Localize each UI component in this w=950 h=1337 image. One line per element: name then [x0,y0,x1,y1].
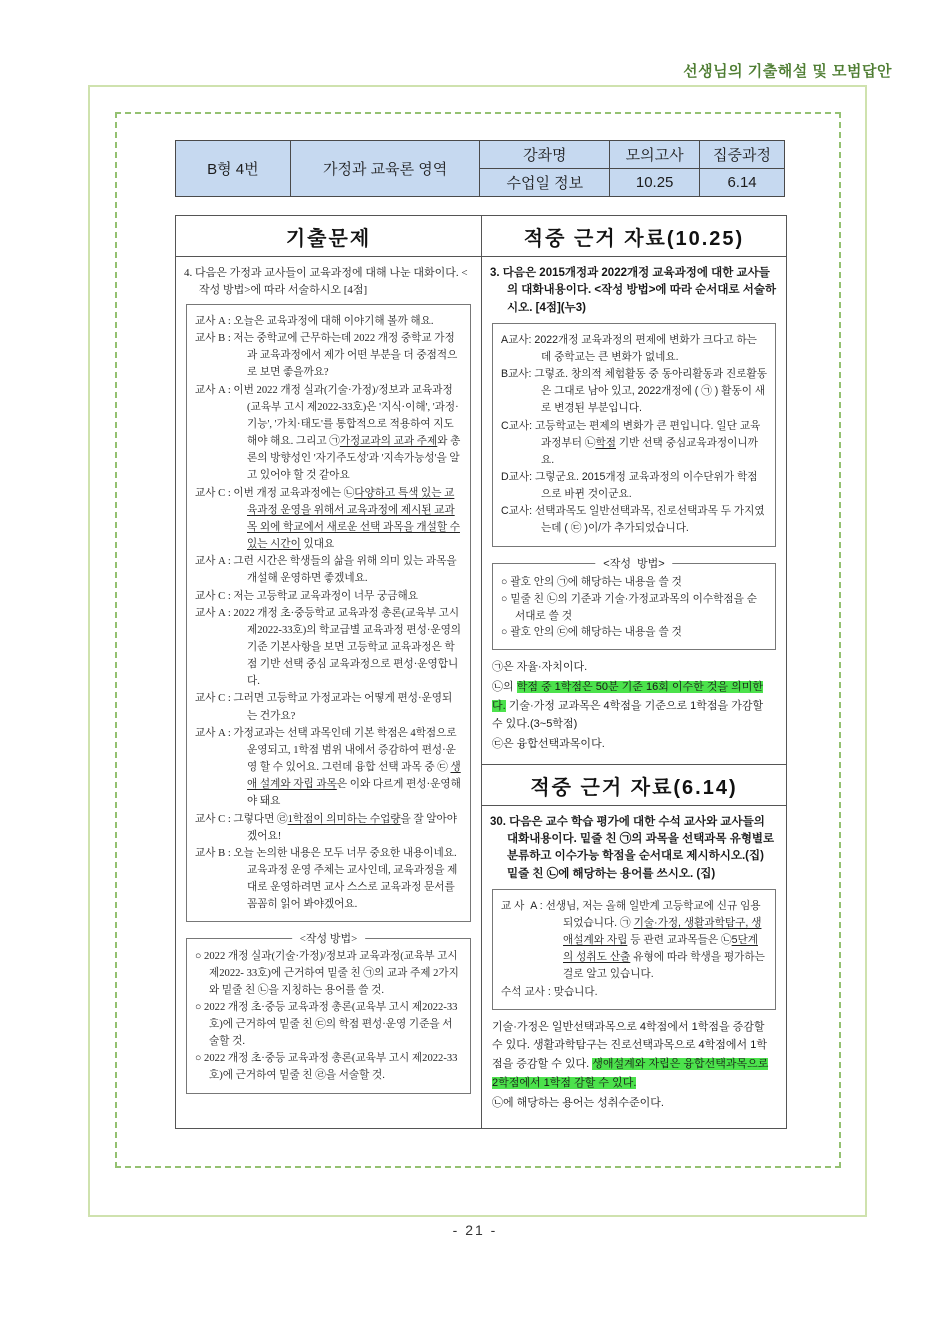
speaker-label: 교사 A : [195,727,234,739]
highlighted-text: 학점 중 1학점은 50분 기준 16회 이수한 것을 의미한다. [492,681,763,712]
method-item: ○ 밑줄 친 ㉡의 기준과 기술·가정교과목의 이수학점을 순서대로 쓸 것 [501,592,758,622]
answer-line [492,735,776,754]
speaker-label: 교사 A : [195,607,234,619]
question-30-text: 30. 다음은 교수 학습 평가에 대한 수석 교사와 교사들의 대화내용이다. 밑줄 친 ㉠의 과목을 선택과목 유형별로 분류하고 이수가능 학점을 순서대로 제시하시오.(집) 밑줄 친 ㉡에 해당하는 용어를 쓰시오. (집) [490,815,775,880]
text-run: 을 잘 알아야겠어요! [247,813,458,842]
dialogue-line [195,485,462,554]
speaker-label: C교사: [501,419,536,432]
underlined-text: 가정교과의 교과 주제 [339,436,438,448]
underlined-text: 생애 설계와 자립 과목 [247,762,461,791]
course-intensive-cell: 집중과정 [700,141,785,169]
left-method-title: <작성 방법> [292,931,366,949]
line-text [233,814,457,842]
text-run: 와 총론의 방향성인 '자기주도성'과 '지속가능성'을 알고 있어야 할 것 같아요 [247,436,461,482]
text-run: 이번 2022 개정 실과(기술·가정)/정보과 교육과정(교육부 고시 제2022-33호)은 '지식·이해', '과정·기능', '가치·태도'를 통합적으로 적용하여 지도해야 해요. 그리고 ㉠ [233,384,459,448]
method-item: ○ 2022 개정 실과(기술·가정)/정보과 교육과정(교육부 고시 제2022- 33호)에 근거하여 밑줄 친 ㉠의 교과 주제 2가지와 밑줄 친 ㉡을 지칭하는 용어를 쓸 것. [195,951,459,997]
dialogue-line [195,382,462,485]
line-text [492,661,587,673]
dialogue-line [501,984,767,1001]
course-mock-exam-cell: 모의고사 [610,141,700,169]
dialogue-line [195,330,462,381]
right-column-body [482,265,786,1128]
class-date-header-cell: 수업일 정보 [480,169,610,197]
text-run: 가정교과는 선택 과목인데 기본 학점은 4학점으로 운영되고, 1학점 범위 내에서 증감하여 편성·운영 할 수 있어요. 그런데 융합 선택 과목 중 ㉢ [233,727,457,774]
dialogue-line [501,332,767,366]
line-text [492,1021,768,1089]
dialogue-line [195,605,462,691]
answer-line [492,658,776,677]
line-text [535,420,760,466]
question-30-dialogue-box [492,889,776,1010]
text-run: 그러면 고등학교 가정교과는 어떻게 편성·운영되는 건가요? [233,693,453,722]
course-info-table [175,140,785,197]
text-run: 있대요 [300,539,335,551]
speaker-label: A교사: [501,333,535,346]
left-column-title: 기출문제 [176,216,481,257]
highlighted-text: 생애설계와 자립은 융합선택과목으로 2학점에서 1학점 감할 수 있다. [492,1058,769,1089]
evidence-614-title: 적중 근거 자료(6.14) [482,764,786,806]
header-note: 선생님의 기출해설 및 모범답안 [683,63,892,80]
underlined-text: 1학점이 의미하는 수업량 [287,813,401,825]
text-run: 기반 선택 중심교육과정이니까요. [541,436,758,466]
left-method-box [186,933,471,1094]
text-run: ㉢은 융합선택과목이다. [492,738,605,751]
line-text [233,608,461,688]
page-number: - 21 - [452,1222,498,1238]
speaker-label: 교사 C : [195,813,234,825]
speaker-label: 수석 교사 : [501,985,554,998]
text-run: 저는 고등학교 교육과정이 너무 궁금해요 [233,590,418,602]
line-text [233,848,457,910]
dialogue-line [195,690,462,724]
right-method-box [492,557,776,651]
text-run: 기술·가정은 일반선택과목으로 4학점에서 1학점을 증감할 수 있다. 생활과학탐구는 진로선택과목으로 4학점에서 1학점을 증감할 수 있다. [492,1020,767,1071]
left-column-body [176,265,481,1108]
line-text [534,368,767,414]
dialogue-line [195,553,462,587]
speaker-label: C교사: [501,505,536,518]
method-item: ○ 괄호 안의 ㉠에 해당하는 내용을 쓸 것 [501,575,682,588]
content-table [175,215,787,1129]
method-item: ○ 2022 개정 초·중등 교육과정 총론(교육부 고시 제2022-33호)에 근거하여 밑줄 친 ㉢의 학점 편성·운영 기준을 서술할 것. [195,1002,458,1048]
line-text [492,738,605,750]
evidence-1025-title: 적중 근거 자료(10.25) [482,216,786,257]
underlined-text: 기술·가정, 생활과학탐구, 생애설계와 자립 [563,916,762,947]
dialogue-line [195,811,462,845]
text-run: 이번 개정 교육과정에는 ㉡ [233,487,355,499]
answers-1025 [492,658,776,753]
text-run: 2022개정 교육과정의 편제에 변화가 크다고 하는데 중학교는 큰 변화가 없네요. [534,333,757,363]
dialogue-line [195,313,462,330]
subject-area-cell: 가정과 교육론 영역 [290,141,480,197]
method-item: ○ 괄호 안의 ㉢에 해당하는 내용을 쓸 것 [501,626,682,639]
line-text [233,556,456,584]
speaker-label: D교사: [501,471,536,483]
right-method-title: <작성 방법> [595,556,672,574]
left-method-list [195,949,462,1085]
line-text [233,316,433,327]
dialogue-line [501,366,767,417]
speaker-label: 교사 C : [195,590,234,602]
line-text [535,505,765,534]
dialogue-line [501,503,767,537]
exam-question-column [176,216,481,1128]
text-run: 그렇죠. 창의적 체험활동 중 동아리활동과 진로활동은 그대로 남아 있고, 2022개정에 ( ㉠ ) 활동이 새로 변경된 부분입니다. [534,368,767,415]
question-3-text: 3. 다음은 2015개정과 2022개정 교육과정에 대한 교사들의 대화내용이다. <작성 방법>에 따라 순서대로 서술하시오. [4점](누3) [490,267,777,314]
text-run: 유형에 따라 학생을 평가하는 걸로 알고 있습니다. [563,951,765,981]
text-run: 그렇다면 ㉣ [233,813,288,825]
line-text [492,1097,664,1109]
underlined-text: 5단계의 성취도 산출 [563,934,758,964]
question-4-dialogue-box [186,304,471,922]
speaker-label: 교사 B : [195,333,234,345]
speaker-label: 교사 A : [195,556,234,568]
line-text [233,693,452,721]
underlined-text: 학점 [595,436,616,449]
class-date-1-cell: 10.25 [610,169,700,197]
line-text [534,334,757,363]
line-text [233,728,460,808]
underlined-text: 다양하고 특색 있는 교육과정 운영을 위해서 교육과정에 제시된 교과목 외에 학교에서 새로운 선택 과목을 개설할 수 있는 시간이 [247,487,460,551]
text-run: 선택과목도 일반선택과목, 진로선택과목 두 가지였는데 ( ㉢ )이/가 추가되었습니다. [535,505,765,535]
evidence-column [481,216,786,1128]
answers-614 [492,1018,776,1112]
text-run: 2022 개정 초·중등학교 교육과정 총론(교육부 고시 제2022-33호)의 학교급별 교육과정 편성·운영의 기준 기본사항을 보면 고등학교 교육과정은 학점 기반 선택 중심 교육과정으로 편성·운영합니다. [233,607,462,688]
text-run: 고등학교는 편제의 변화가 큰 편입니다. 일단 교육과정부터 ㉡ [535,419,761,449]
text-run: 기술·가정 교과목은 4학점을 기준으로 1학점을 가감할 수 있다.(3~5학점) [492,699,764,731]
answer-line [492,1018,776,1093]
line-text [554,986,598,998]
text-run: 저는 중학교에 근무하는데 2022 개정 중학교 가정과 교육과정에서 제가 어떤 부분을 더 중점적으로 보면 좋을까요? [233,333,458,379]
line-text [233,333,457,378]
line-text [233,385,460,482]
question-3-dialogue-box [492,323,776,547]
exam-label-cell: B형 4번 [176,141,291,197]
course-name-header-cell: 강좌명 [480,141,610,169]
text-run: 은 이와 다르게 편성·운영해야 돼요 [247,779,461,808]
speaker-label: 교사 A : [195,316,234,327]
dialogue-line [195,845,462,914]
speaker-label: 교사 C : [195,487,234,499]
line-text [492,681,763,730]
dialogue-line [195,725,462,811]
answer-line [492,678,776,734]
text-run: 그렇군요. 2015개정 교육과정의 이수단위가 학점으로 바뀐 것이군요. [535,471,758,501]
line-text [535,471,758,500]
text-run: ㉡에 해당하는 용어는 성취수준이다. [492,1096,664,1109]
text-run: 등 관련 교과목들은 ㉡ [627,934,732,947]
line-text [233,488,460,550]
dialogue-line [501,898,767,984]
dialogue-line [195,588,462,605]
right-method-list [501,574,767,642]
line-text [233,591,418,602]
speaker-label: 교사 C : [195,693,234,705]
question-4-text: 4. 다음은 가정과 교사들이 교육과정에 대해 나눈 대화이다. <작성 방법>에 따라 서술하시오 [4점] [184,267,468,296]
dialogue-line [501,469,767,503]
speaker-label: 교사 B : [195,847,234,859]
dialogue-line [501,418,767,469]
class-date-2-cell: 6.14 [700,169,785,197]
text-run: ㉡의 [492,681,517,694]
speaker-label: B교사: [501,368,535,381]
speaker-label: 교사 A : [195,384,234,396]
text-run: 오늘 논의한 내용은 모두 너무 중요한 내용이네요. 교육과정 운영 주체는 교사인데, 교육과정을 제대로 운영하려면 교사 스스로 교육과정 문서를 꼼꼼히 읽어 봐야겠어요. [233,847,458,911]
text-run: ㉠은 자율·자치이다. [492,661,588,674]
answer-line [492,1094,776,1113]
text-run: 선생님, 저는 올해 일반계 고등학교에 신규 임용되었습니다. ㉠ [545,899,761,929]
text-run: 맞습니다. [553,985,598,998]
line-text [546,900,765,981]
method-item: ○ 2022 개정 초·중등 교육과정 총론(교육부 고시 제2022-33호)에 근거하여 밑줄 친 ㉣을 서술할 것. [195,1053,458,1082]
text-run: 오늘은 교육과정에 대해 이야기해 볼까 해요. [233,316,434,327]
text-run: 그런 시간은 학생들의 삶을 위해 의미 있는 과목을 개설해 운영하면 좋겠네요. [233,556,457,585]
speaker-label: 교 사 A : [501,899,546,912]
